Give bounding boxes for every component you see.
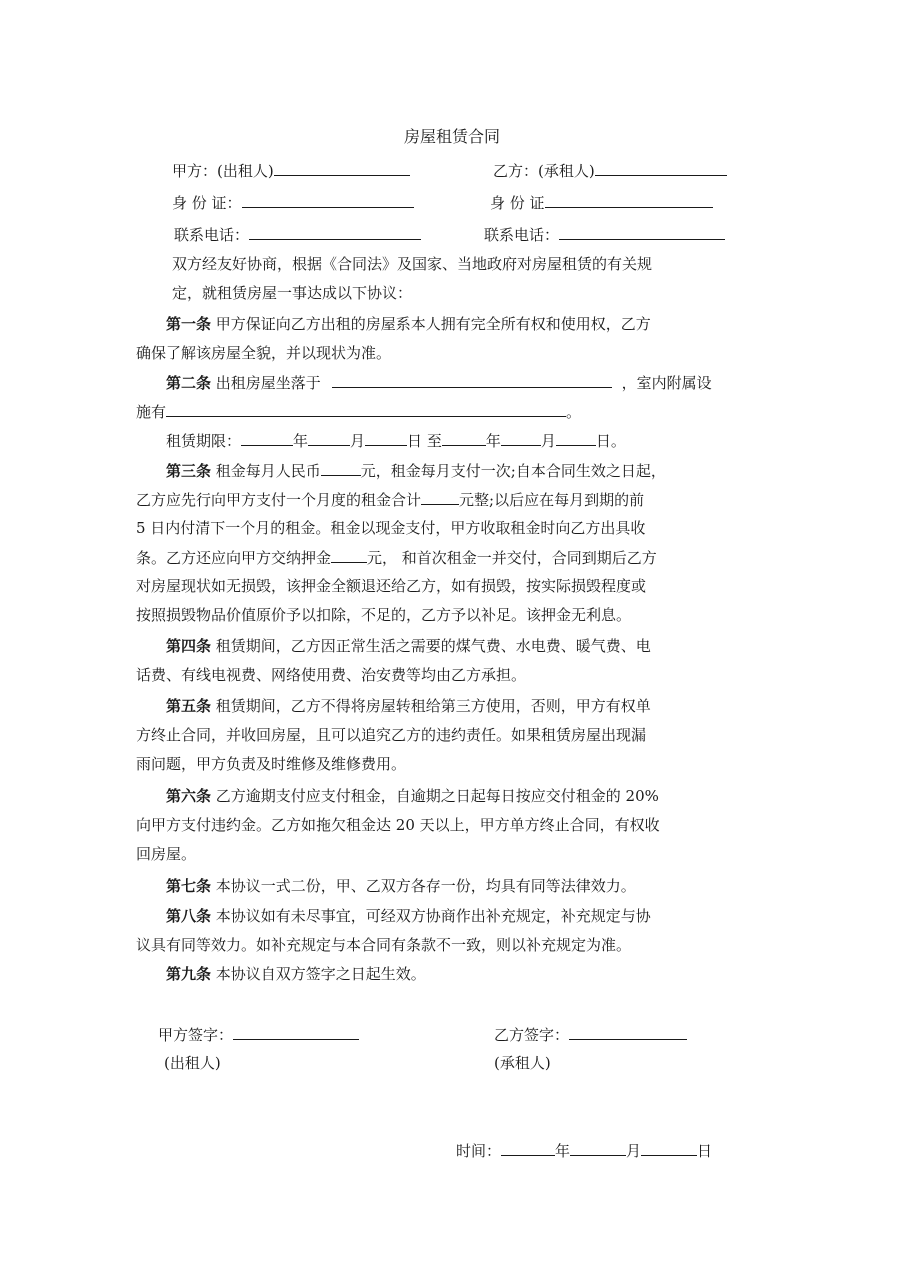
article-4-line-2: 话费、有线电视费、网络使用费、治安费等均由乙方承担。 [136,666,527,684]
article-6-line-2: 向甲方支付违约金。乙方如拖欠租金达 20 天以上，甲方单方终止合同，有权收 [136,816,660,834]
party-a-label: 甲方：(出租人) [172,162,274,180]
lease-term-label: 租赁期限： [166,432,242,450]
article-2-line-1: 第二条 出租房屋坐落于 ，室内附属设 [166,374,712,392]
party-a-blank [274,160,410,176]
article-5-line-2: 方终止合同，并收回房屋，且可以追究乙方的违约责任。如果租赁房屋出现漏 [136,726,647,744]
article-8-line-1: 第八条 本协议如有未尽事宜，可经双方协商作出补充规定，补充规定与协 [166,907,651,925]
article-8-line-2: 议具有同等效力。如补充规定与本合同有条款不一致，则以补充规定为准。 [136,936,632,954]
intro-line-1: 双方经友好协商，根据《合同法》及国家、当地政府对房屋租赁的有关规 [172,255,653,273]
first-rent-blank [421,489,459,505]
party-b-blank [595,160,727,176]
phone-b-label: 联系电话： [484,226,560,244]
article-3-line-5: 对房屋现状如无损毁，该押金全额退还给乙方，如有损毁，按实际损毁程度或 [136,577,647,595]
article-9-heading: 第九条 [166,965,212,983]
id-b-line [490,192,713,213]
article-6-heading: 第六条 [166,787,212,805]
id-b-blank [545,192,713,208]
location-blank [332,372,612,388]
party-a-line [172,160,410,181]
article-1-line-1: 第一条 甲方保证向乙方出租的房屋系本人拥有完全所有权和使用权，乙方 [166,315,651,333]
signature-a-label: 甲方签字： [158,1026,234,1044]
article-1-heading: 第一条 [166,315,212,333]
article-1-line-2: 确保了解该房屋全貌，并以现状为准。 [136,344,392,362]
article-2-heading: 第二条 [166,374,212,392]
article-8-heading: 第八条 [166,907,212,925]
article-3-line-1: 第三条 租金每月人民币 元，租金每月支付一次;自本合同生效之日起， [166,462,666,480]
article-6-line-1: 第六条 乙方逾期支付应支付租金，自逾期之日起每日按应交付租金的 20% [166,787,659,805]
article-3-line-4: 条。乙方还应向甲方交纳押金 元， 和首次租金一并交付，合同到期后乙方 [136,549,657,567]
id-a-blank [242,192,414,208]
phone-a-blank [249,224,421,240]
signature-a-blank [233,1024,359,1040]
article-5-line-1: 第五条 租赁期间，乙方不得将房屋转租给第三方使用，否则，甲方有权单 [166,697,651,715]
article-4-line-1: 第四条 租赁期间，乙方因正常生活之需要的煤气费、水电费、暖气费、电 [166,637,651,655]
id-b-label: 身 份 证 [490,194,545,212]
document-title: 房屋租赁合同 [403,127,500,146]
party-b-label: 乙方：(承租人) [493,162,595,180]
signature-a-role: (出租人) [164,1054,221,1072]
signature-b-line [494,1024,687,1045]
date-label: 时间： [456,1142,502,1160]
article-5-heading: 第五条 [166,697,212,715]
id-a-label: 身 份 证： [172,194,242,212]
signature-a-line [158,1024,359,1045]
phone-b-blank [559,224,725,240]
lease-term-line: 租赁期限： 年 月 日 至 年 月 日。 [166,432,626,450]
article-6-line-3: 回房屋。 [136,845,197,863]
article-2-line-2: 施有 。 [136,403,582,421]
phone-a-line [174,224,421,245]
signature-b-blank [569,1024,687,1040]
monthly-rent-blank [321,460,361,476]
date-line: 时间： 年 月 日 [456,1142,713,1160]
id-a-line [172,192,414,213]
facilities-blank [166,401,566,417]
article-9-line-1: 第九条 本协议自双方签字之日起生效。 [166,965,426,983]
signature-b-role: (承租人) [494,1054,551,1072]
article-7-heading: 第七条 [166,877,212,895]
phone-b-line [484,224,725,245]
article-3-heading: 第三条 [166,462,212,480]
signature-b-label: 乙方签字： [494,1026,570,1044]
article-3-line-3: 5 日内付清下一个月的租金。租金以现金支付，甲方收取租金时向乙方出具收 [136,519,646,537]
article-3-line-2: 乙方应先行向甲方支付一个月度的租金合计 元整;以后应在每月到期的前 [136,491,645,509]
article-5-line-3: 雨问题，甲方负责及时维修及维修费用。 [136,755,407,773]
article-7-line-1: 第七条 本协议一式二份，甲、乙双方各存一份，均具有同等法律效力。 [166,877,636,895]
article-4-heading: 第四条 [166,637,212,655]
intro-line-2: 定，就租赁房屋一事达成以下协议： [172,284,413,302]
deposit-blank [331,547,367,563]
party-b-line [493,160,727,181]
article-3-line-6: 按照损毁物品价值原价予以扣除，不足的，乙方予以补足。该押金无利息。 [136,606,632,624]
phone-a-label: 联系电话： [174,226,250,244]
